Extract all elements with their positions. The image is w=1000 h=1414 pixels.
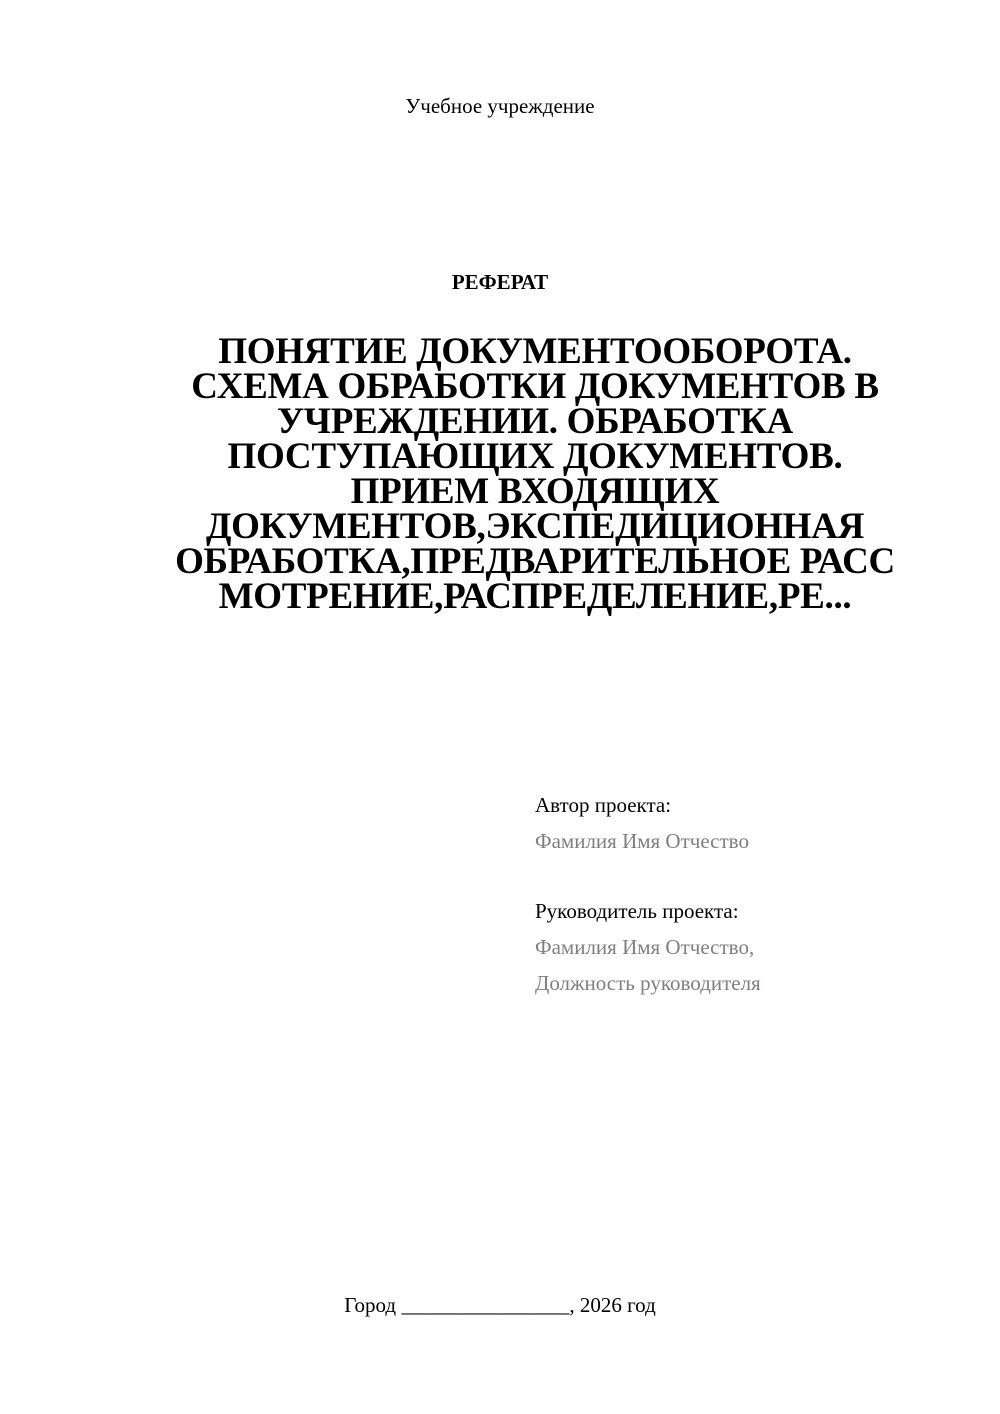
institution-name: Учебное учреждение [405, 94, 595, 118]
title-line: СХЕМА ОБРАБОТКИ ДОКУМЕНТОВ В [191, 366, 879, 407]
title-line: УЧРЕЖДЕНИИ. ОБРАБОТКА [277, 401, 793, 442]
document-type: РЕФЕРАТ [451, 270, 549, 294]
author-label: Автор проекта: [535, 793, 672, 817]
title-line: ПРИЕМ ВХОДЯЩИХ [350, 471, 720, 512]
title-line: МОТРЕНИЕ,РАСПРЕДЕЛЕНИЕ,РЕ... [218, 576, 852, 617]
document-title [120, 331, 950, 617]
supervisor-label: Руководитель проекта: [535, 899, 739, 923]
title-line: ПОНЯТИЕ ДОКУМЕНТООБОРОТА. [218, 331, 852, 372]
author-name: Фамилия Имя Отчество [535, 829, 749, 853]
title-line: ПОСТУПАЮЩИХ ДОКУМЕНТОВ. [227, 436, 843, 477]
title-line: ОБРАБОТКА,ПРЕДВАРИТЕЛЬНОЕ РАСС [175, 541, 895, 582]
city-year-footer: Город ________________, 2026 год [344, 1293, 656, 1317]
supervisor-block [535, 893, 761, 1001]
supervisor-position: Должность руководителя [535, 971, 761, 995]
author-block [535, 787, 749, 859]
title-line: ДОКУМЕНТОВ,ЭКСПЕДИЦИОННАЯ [205, 506, 864, 547]
supervisor-name: Фамилия Имя Отчество, [535, 935, 755, 959]
